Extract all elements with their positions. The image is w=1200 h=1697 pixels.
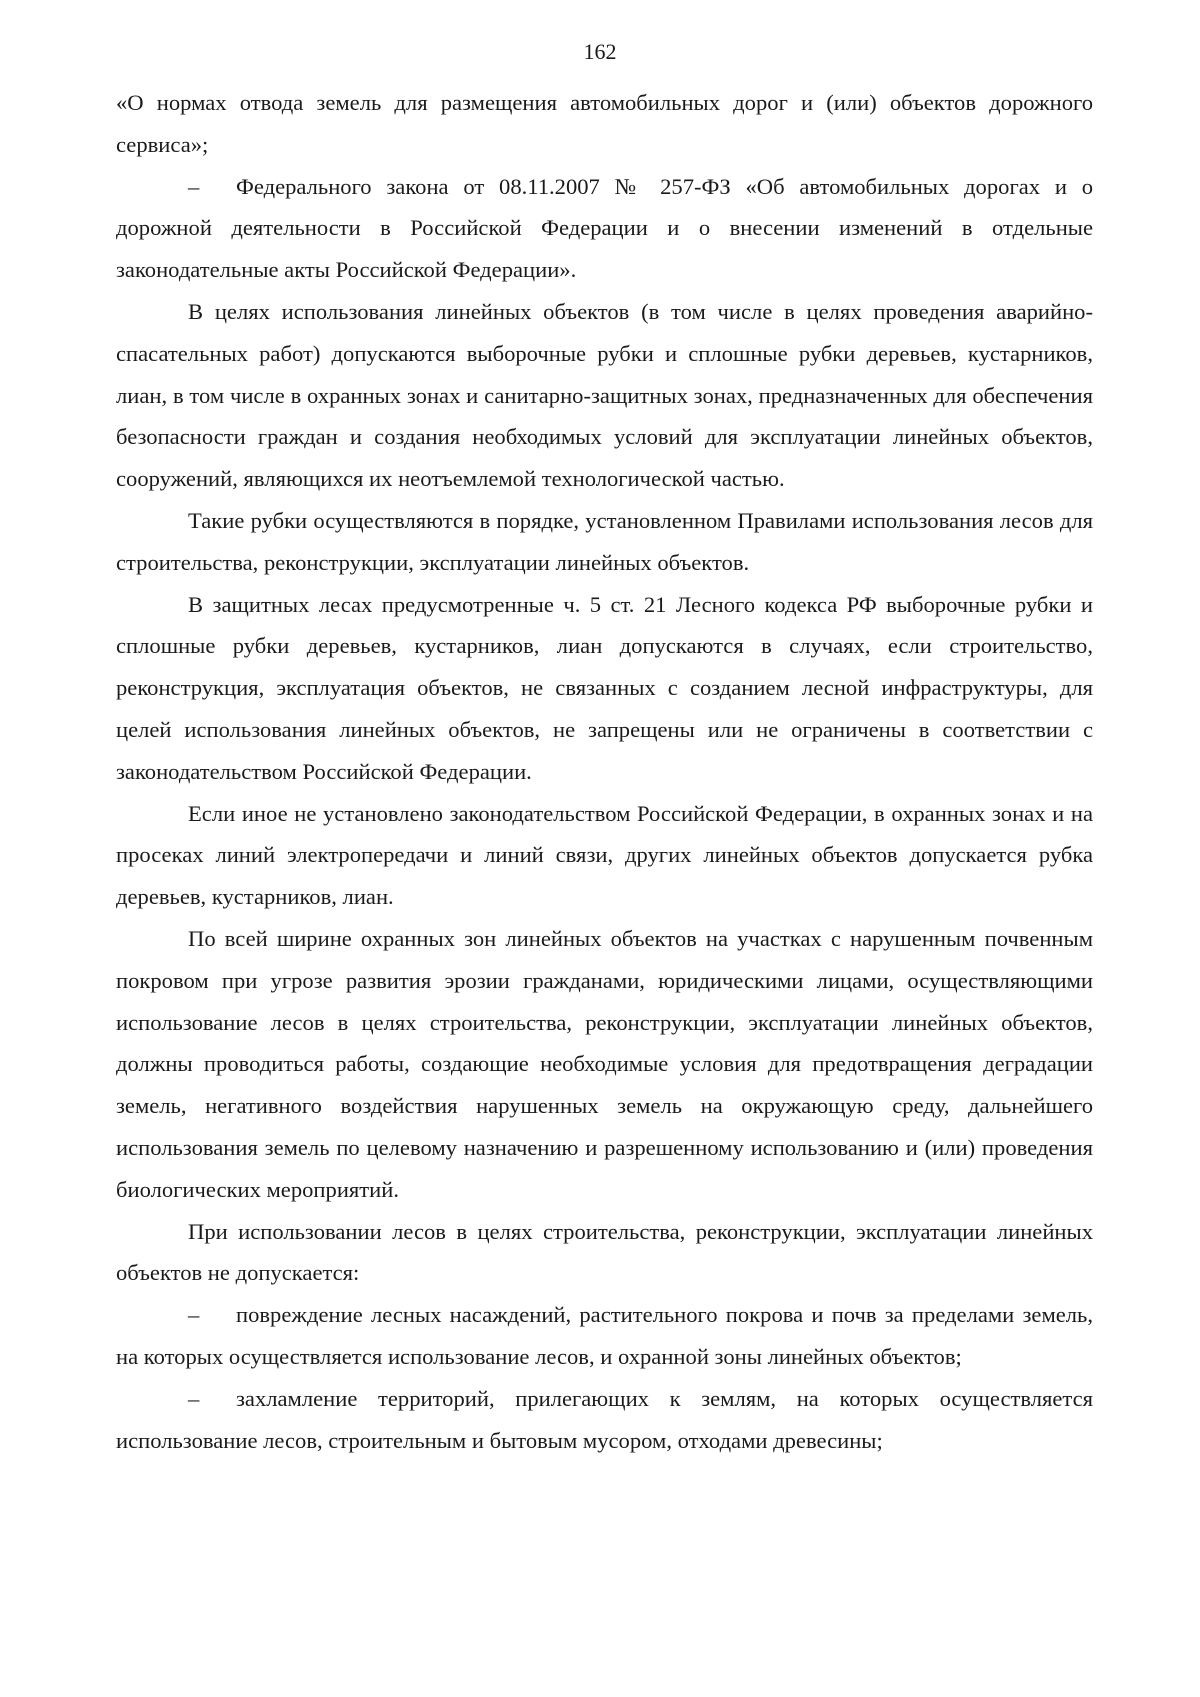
dash-marker: – (188, 1385, 200, 1411)
paragraph-protective-forests: В защитных лесах предусмотренные ч. 5 ст. 21 Лесного кодекса РФ выборочные рубки и сплошные рубки деревьев, кустарников, лиан допускаются в случаях, если строительство, реконструкция, эксплуатация объектов, не связанных с созданием лесной инфраструктуры, для целей использования линейных объектов, не запрещены или не ограничены в соответствии с законодательством Российской Федерации. (116, 591, 1093, 784)
list-item-federal-law (116, 166, 1093, 291)
document-body (116, 82, 1093, 1461)
paragraph-norms-continuation: «О нормах отвода земель для размещения автомобильных дорог и (или) объектов дорожного сервиса»; (116, 90, 1093, 157)
paragraph-erosion-works: По всей ширине охранных зон линейных объектов на участках с нарушенным почвенным покровом при угрозе развития эрозии гражданами, юридическими лицами, осуществляющими использование лесов в целях строительства, реконструкции, эксплуатации линейных объектов, должны проводиться работы, создающие необходимые условия для предотвращения деградации земель, негативного воздействия нарушенных земель на окружающую среду, дальнейшего использования земель по целевому назначению и разрешенному использованию и (или) проведения биологических мероприятий. (116, 925, 1093, 1202)
page-number: 162 (583, 39, 617, 64)
paragraph-protection-zones: Если иное не установлено законодательством Российской Федерации, в охранных зонах и на просеках линий электропередачи и линий связи, других линейных объектов допускается рубка деревьев, кустарников, лиан. (116, 800, 1093, 910)
paragraph-linear-objects-felling: В целях использования линейных объектов (в том числе в целях проведения аварийно-спасательных работ) допускаются выборочные рубки и сплошные рубки деревьев, кустарников, лиан, в том числе в охранных зонах и санитарно-защитных зонах, предназначенных для обеспечения безопасности граждан и создания необходимых условий для эксплуатации линейных объектов, сооружений, являющихся их неотъемлемой технологической частью. (116, 298, 1093, 492)
paragraph-felling-procedure: Такие рубки осуществляются в порядке, установленном Правилами использования лесов для строительства, реконструкции, эксплуатации линейных объектов. (116, 507, 1093, 575)
dash-marker: – (188, 173, 200, 199)
dash-marker: – (188, 1302, 200, 1328)
paragraph-not-allowed-intro: При использовании лесов в целях строительства, реконструкции, эксплуатации линейных объектов не допускается: (116, 1218, 1093, 1286)
list-item-text: Федерального закона от 08.11.2007 № 257-ФЗ «Об автомобильных дорогах и о дорожной деятельности в Российской Федерации и о внесении изменений в отдельные законодательные акты Российской Федерации». (116, 173, 1093, 283)
list-item-littering (116, 1378, 1093, 1462)
list-item-text: повреждение лесных насаждений, растительного покрова и почв за пределами земель, на которых осуществляется использование лесов, и охранной зоны линейных объектов; (116, 1302, 1093, 1369)
list-item-damage (116, 1294, 1093, 1378)
list-item-text: захламление территорий, прилегающих к землям, на которых осуществляется использование лесов, строительным и бытовым мусором, отходами древесины; (116, 1385, 1093, 1453)
